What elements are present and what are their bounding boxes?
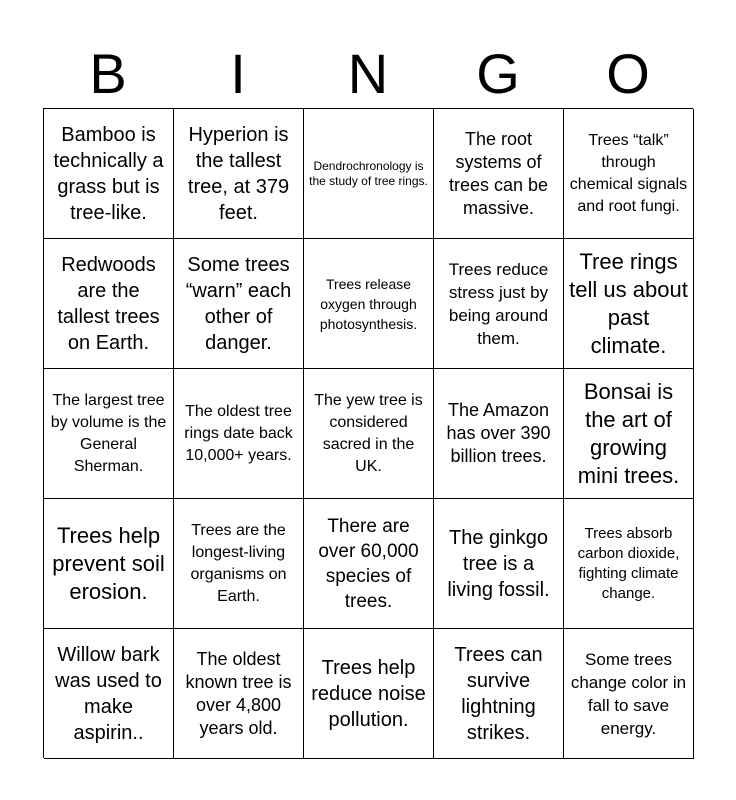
bingo-cell[interactable] xyxy=(304,239,434,369)
cell-text: Trees can survive lightning strikes. xyxy=(454,643,543,744)
cell-text: The Amazon has over 390 billion trees. xyxy=(446,400,551,466)
bingo-cell[interactable] xyxy=(434,109,564,239)
header-letter-g: G xyxy=(476,42,520,105)
cell-text: Some trees “warn” each other of danger. xyxy=(185,253,292,354)
cell-text: The oldest known tree is over 4,800 years old. xyxy=(185,648,292,738)
cell-text: Trees “talk” through chemical signals and root fungi. xyxy=(569,131,688,215)
bingo-cell[interactable] xyxy=(174,499,304,629)
bingo-cell[interactable] xyxy=(564,499,694,629)
bingo-cell[interactable] xyxy=(304,109,434,239)
cell-text: The ginkgo tree is a living fossil. xyxy=(447,526,550,601)
bingo-cell[interactable] xyxy=(564,239,694,369)
bingo-cell[interactable] xyxy=(304,629,434,759)
cell-text: The root systems of trees can be massive. xyxy=(448,128,549,218)
bingo-cell[interactable] xyxy=(304,369,434,499)
bingo-grid xyxy=(43,108,693,758)
bingo-cell[interactable] xyxy=(434,369,564,499)
bingo-cell[interactable] xyxy=(44,629,174,759)
cell-text: Trees help reduce noise pollution. xyxy=(311,656,426,731)
bingo-cell[interactable] xyxy=(44,239,174,369)
bingo-cell[interactable] xyxy=(174,109,304,239)
cell-text: Trees help prevent soil erosion. xyxy=(52,522,165,604)
cell-text: Bonsai is the art of growing mini trees. xyxy=(577,378,680,488)
bingo-cell[interactable] xyxy=(174,629,304,759)
cell-text: The oldest tree rings date back 10,000+ years. xyxy=(184,402,293,464)
cell-text: Trees absorb carbon dioxide, fighting climate change. xyxy=(577,524,680,602)
cell-text: Some trees change color in fall to save energy. xyxy=(570,649,687,738)
header-letter-i: I xyxy=(230,42,246,105)
bingo-cell[interactable] xyxy=(174,239,304,369)
cell-text: Trees reduce stress just by being around them. xyxy=(448,259,549,348)
header-letter-b: B xyxy=(89,42,127,105)
bingo-cell[interactable] xyxy=(44,109,174,239)
cell-text: The yew tree is considered sacred in the UK. xyxy=(314,391,423,475)
cell-text: Dendrochronology is the study of tree rings. xyxy=(309,158,428,188)
header-letter-n: N xyxy=(347,42,389,105)
bingo-cell[interactable] xyxy=(434,499,564,629)
header-letter-o: O xyxy=(606,42,650,105)
bingo-cell[interactable] xyxy=(174,369,304,499)
bingo-cell[interactable] xyxy=(434,239,564,369)
cell-text: Hyperion is the tallest tree, at 379 feet. xyxy=(187,123,290,224)
bingo-cell[interactable] xyxy=(564,109,694,239)
bingo-cell[interactable] xyxy=(304,499,434,629)
cell-text: Trees release oxygen through photosynthesis. xyxy=(319,275,418,332)
cell-text: Bamboo is technically a grass but is tree-like. xyxy=(53,123,164,224)
bingo-cell[interactable] xyxy=(44,369,174,499)
bingo-cell[interactable] xyxy=(564,629,694,759)
cell-text: Tree rings tell us about past climate. xyxy=(569,248,688,358)
bingo-cell[interactable] xyxy=(434,629,564,759)
bingo-cell[interactable] xyxy=(44,499,174,629)
cell-text: The largest tree by volume is the General Sherman. xyxy=(50,391,167,475)
cell-text: There are over 60,000 species of trees. xyxy=(318,515,419,612)
cell-text: Trees are the longest-living organisms on Earth. xyxy=(190,521,287,605)
cell-text: Willow bark was used to make aspirin.. xyxy=(55,643,162,744)
cell-text: Redwoods are the tallest trees on Earth. xyxy=(57,253,160,354)
bingo-cell[interactable] xyxy=(564,369,694,499)
bingo-header xyxy=(43,40,693,108)
